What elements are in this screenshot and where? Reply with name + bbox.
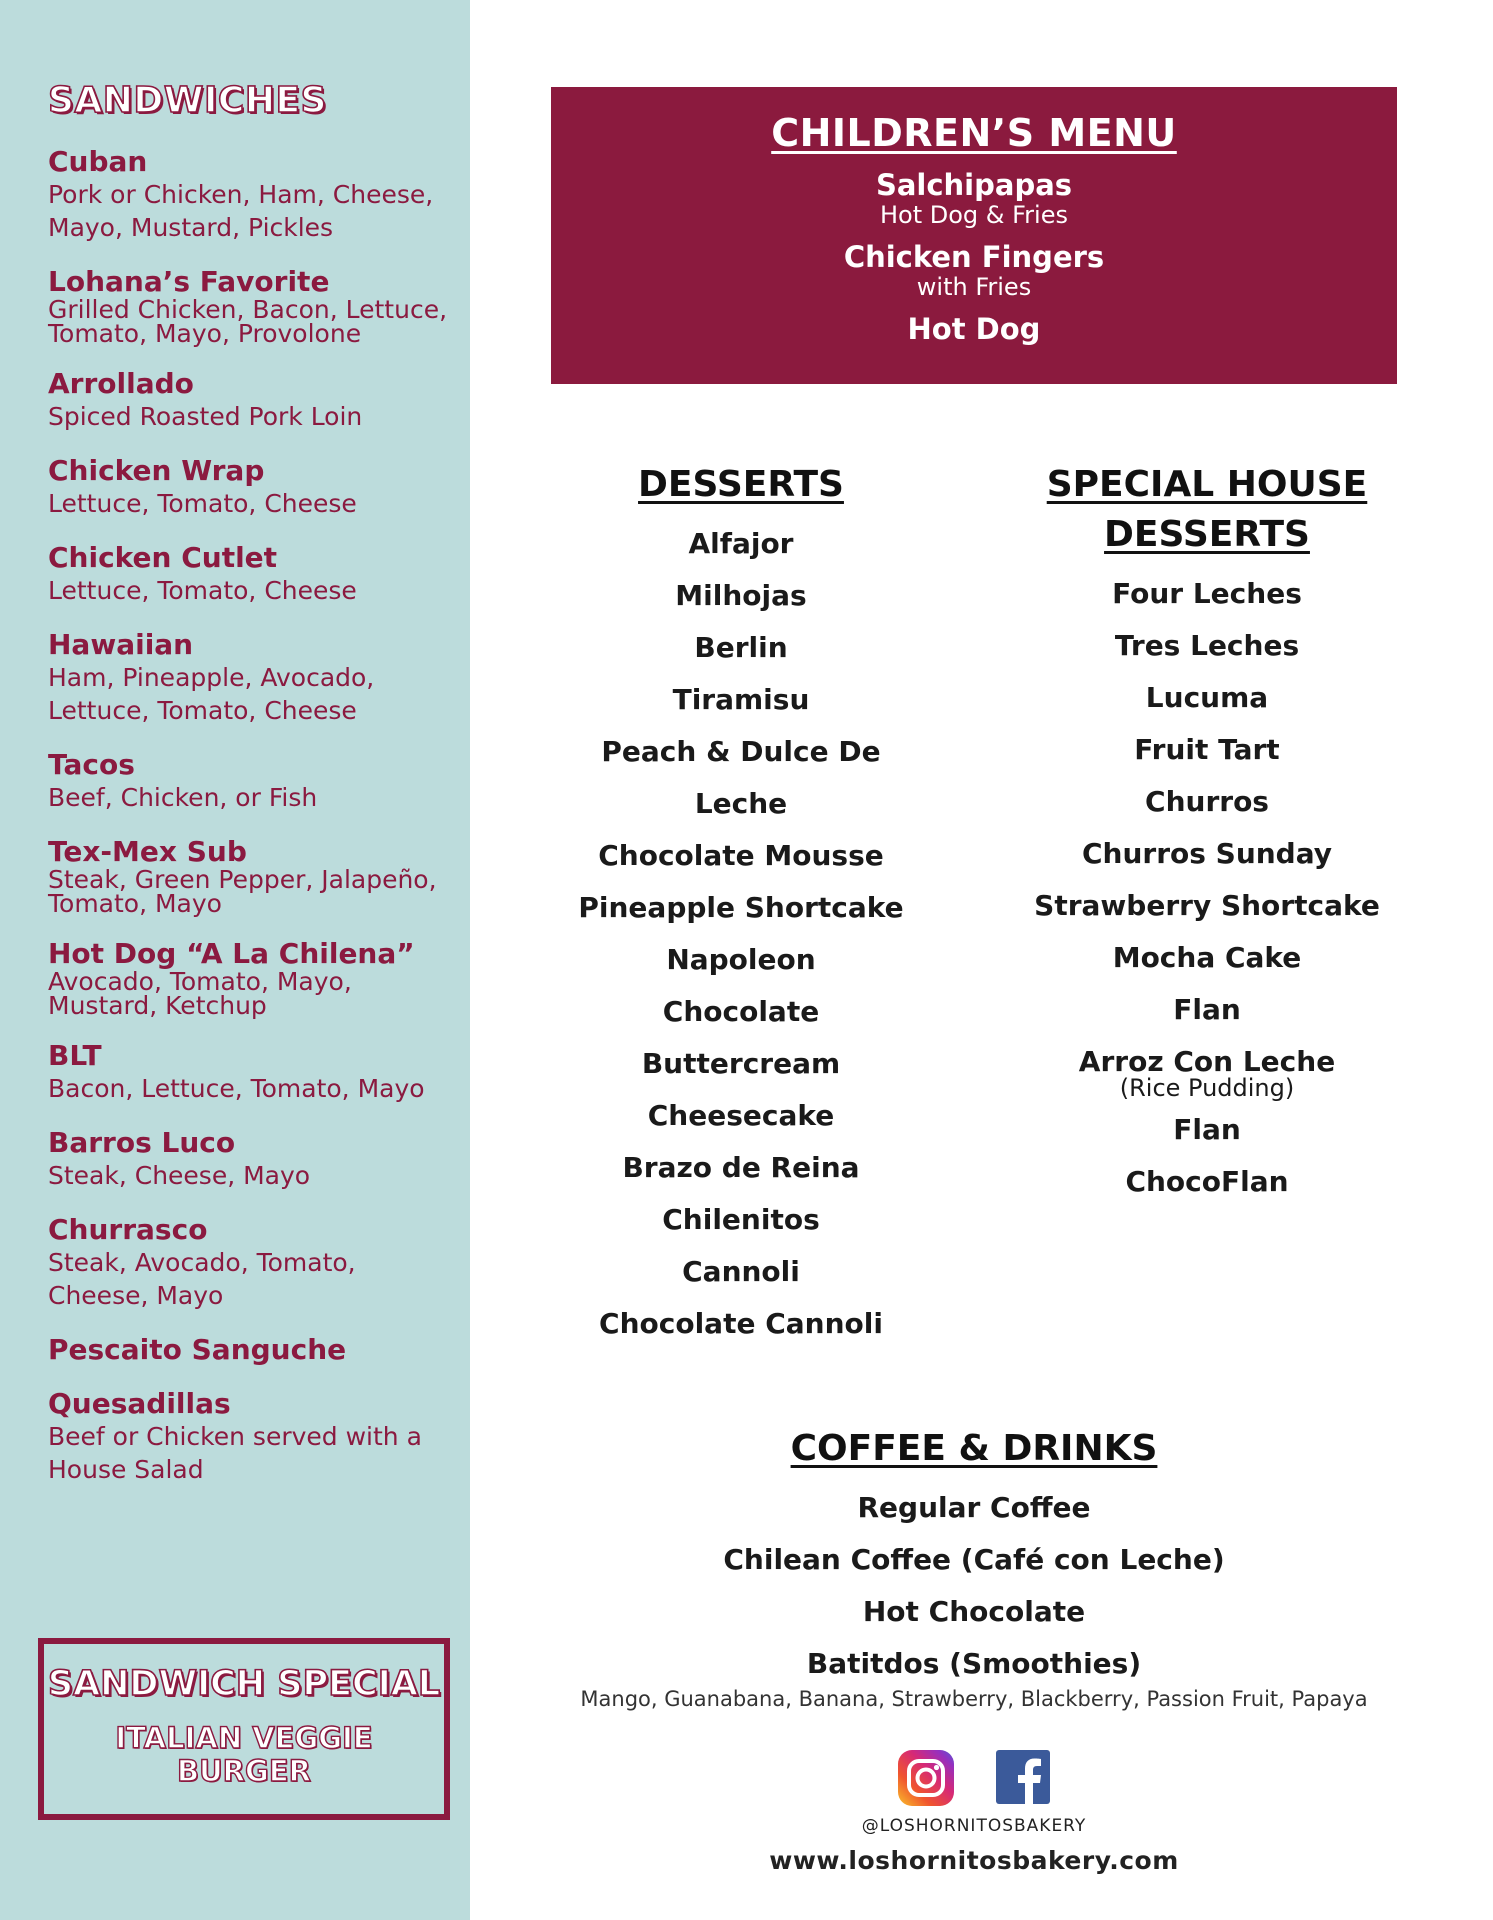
- house-dessert-item: Flan: [1173, 993, 1241, 1026]
- childrens-menu-list: [551, 169, 1397, 345]
- list-item: [48, 1040, 458, 1105]
- dessert-item: Brazo de Reina: [622, 1151, 860, 1184]
- list-item: [48, 1127, 458, 1192]
- house-dessert-item: Fruit Tart: [1134, 733, 1280, 766]
- sandwich-desc: Bacon, Lettuce, Tomato, Mayo: [48, 1074, 425, 1103]
- dessert-item: Berlin: [694, 631, 788, 664]
- dessert-item: Chocolate Mousse: [598, 839, 884, 872]
- dessert-item: Peach & Dulce De Leche: [601, 735, 881, 820]
- list-item: [48, 1334, 458, 1366]
- sandwich-desc: Grilled Chicken, Bacon, Lettuce, Tomato, Mayo, Provolone: [48, 295, 448, 348]
- sandwich-special-title: SANDWICH SPECIAL: [47, 1664, 441, 1704]
- list-item: [48, 368, 458, 433]
- house-desserts-title-line1: SPECIAL HOUSE: [1046, 464, 1368, 505]
- dessert-item: Milhojas: [675, 579, 807, 612]
- sandwiches-sidebar: [0, 0, 470, 1920]
- coffee-section: [551, 1424, 1397, 1712]
- kids-item-desc: with Fries: [916, 273, 1032, 301]
- list-item: [48, 455, 458, 520]
- sandwich-name: Churrasco: [48, 1213, 208, 1246]
- sandwich-name: Quesadillas: [48, 1387, 231, 1420]
- social-handle[interactable]: @LOSHORNITOSBAKERY: [861, 1816, 1087, 1836]
- sandwich-name: Tex-Mex Sub: [48, 835, 247, 868]
- sandwich-name: Cuban: [48, 145, 148, 178]
- sandwich-desc: Pork or Chicken, Ham, Cheese, Mayo, Mustard, Pickles: [48, 180, 434, 242]
- list-item: [48, 938, 458, 1018]
- kids-item-name: Chicken Fingers: [843, 240, 1105, 274]
- sandwich-desc: Steak, Green Pepper, Jalapeño, Tomato, Mayo: [48, 865, 437, 918]
- sandwich-name: Arrollado: [48, 367, 194, 400]
- sandwich-desc: Beef, Chicken, or Fish: [48, 783, 318, 812]
- house-dessert-item: Tres Leches: [1114, 629, 1300, 662]
- sandwich-name: Hot Dog “A La Chilena”: [48, 937, 415, 970]
- sandwich-desc: Steak, Cheese, Mayo: [48, 1161, 311, 1190]
- house-dessert-item: ChocoFlan: [1125, 1165, 1289, 1198]
- dessert-item: Chilenitos: [662, 1203, 820, 1236]
- desserts-list: [551, 518, 931, 1350]
- sandwich-name: Chicken Cutlet: [48, 541, 278, 574]
- dessert-item: Alfajor: [688, 527, 794, 560]
- sandwich-special-name: [44, 1722, 444, 1788]
- sandwich-desc: Lettuce, Tomato, Cheese: [48, 576, 357, 605]
- dessert-item: Chocolate: [662, 995, 820, 1028]
- list-item: [48, 1214, 458, 1312]
- sandwich-desc: Spiced Roasted Pork Loin: [48, 402, 363, 431]
- sandwich-name: Chicken Wrap: [48, 454, 265, 487]
- list-item: [48, 836, 458, 916]
- list-item: [48, 146, 458, 244]
- house-dessert-item: Churros Sunday: [1081, 837, 1333, 870]
- sandwich-desc: Beef or Chicken served with a House Salad: [48, 1422, 422, 1484]
- sandwich-name: Pescaito Sanguche: [48, 1333, 347, 1366]
- dessert-item: Cheesecake: [647, 1099, 835, 1132]
- list-item: [48, 542, 458, 607]
- sandwich-desc: Lettuce, Tomato, Cheese: [48, 489, 357, 518]
- house-dessert-item: Mocha Cake: [1112, 941, 1302, 974]
- drink-item: Chilean Coffee (Café con Leche): [723, 1543, 1225, 1576]
- sandwich-name: BLT: [48, 1039, 102, 1072]
- coffee-title: COFFEE & DRINKS: [790, 1428, 1158, 1469]
- list-item: [48, 1388, 458, 1486]
- list-item: [48, 629, 458, 727]
- sandwich-name: Barros Luco: [48, 1126, 236, 1159]
- coffee-list: [551, 1482, 1397, 1712]
- sandwiches-title: SANDWICHES: [48, 80, 327, 121]
- house-dessert-item: Strawberry Shortcake: [1034, 889, 1380, 922]
- kids-item-name: Salchipapas: [875, 168, 1073, 202]
- kids-item-name: Hot Dog: [907, 312, 1041, 346]
- dessert-item: Tiramisu: [672, 683, 810, 716]
- dessert-item: Cannoli: [682, 1255, 800, 1288]
- dessert-item: Chocolate Cannoli: [599, 1307, 883, 1340]
- list-item: [48, 749, 458, 814]
- smoothie-flavors: Mango, Guanabana, Banana, Strawberry, Blackberry, Passion Fruit, Papaya: [580, 1687, 1368, 1711]
- sandwich-special-box: [38, 1638, 450, 1820]
- drink-item: Batitdos (Smoothies): [806, 1647, 1142, 1680]
- social-section: [551, 1750, 1397, 1875]
- dessert-item: Pineapple Shortcake: [578, 891, 904, 924]
- sandwich-special-line1: ITALIAN VEGGIE: [115, 1721, 373, 1755]
- house-desserts-list: [1030, 568, 1384, 1208]
- website-link[interactable]: www.loshornitosbakery.com: [769, 1846, 1179, 1875]
- house-desserts-title-line2: DESSERTS: [1104, 514, 1310, 555]
- childrens-menu-title: CHILDREN’S MENU: [771, 111, 1177, 155]
- house-dessert-desc: (Rice Pudding): [1119, 1074, 1295, 1102]
- house-dessert-item: Lucuma: [1145, 681, 1269, 714]
- desserts-title: DESSERTS: [638, 464, 844, 505]
- house-dessert-item: Churros: [1145, 785, 1269, 818]
- house-dessert-item: Arroz Con Leche: [1078, 1045, 1336, 1078]
- sandwich-name: Hawaiian: [48, 628, 194, 661]
- sandwich-desc: Steak, Avocado, Tomato, Cheese, Mayo: [48, 1248, 356, 1310]
- sandwich-desc: Ham, Pineapple, Avocado, Lettuce, Tomato, Cheese: [48, 663, 375, 725]
- facebook-icon[interactable]: [996, 1750, 1050, 1804]
- house-dessert-item: Flan: [1173, 1113, 1241, 1146]
- dessert-item: Buttercream: [641, 1047, 841, 1080]
- kids-item-desc: Hot Dog & Fries: [879, 201, 1068, 229]
- sandwich-special-line2: BURGER: [177, 1754, 311, 1788]
- childrens-menu-box: [551, 87, 1397, 384]
- social-icons: [551, 1750, 1397, 1806]
- house-dessert-item: Four Leches: [1112, 577, 1302, 610]
- drink-item: Regular Coffee: [857, 1491, 1091, 1524]
- sandwich-name: Tacos: [48, 748, 135, 781]
- house-desserts-section: [1030, 460, 1384, 1208]
- instagram-icon[interactable]: [898, 1750, 954, 1806]
- list-item: [48, 266, 458, 346]
- drink-item: Hot Chocolate: [862, 1595, 1086, 1628]
- sandwich-list: [48, 146, 458, 1508]
- sandwich-name: Lohana’s Favorite: [48, 265, 330, 298]
- dessert-item: Napoleon: [666, 943, 816, 976]
- desserts-section: [551, 460, 931, 1350]
- sandwich-desc: Avocado, Tomato, Mayo, Mustard, Ketchup: [48, 967, 352, 1020]
